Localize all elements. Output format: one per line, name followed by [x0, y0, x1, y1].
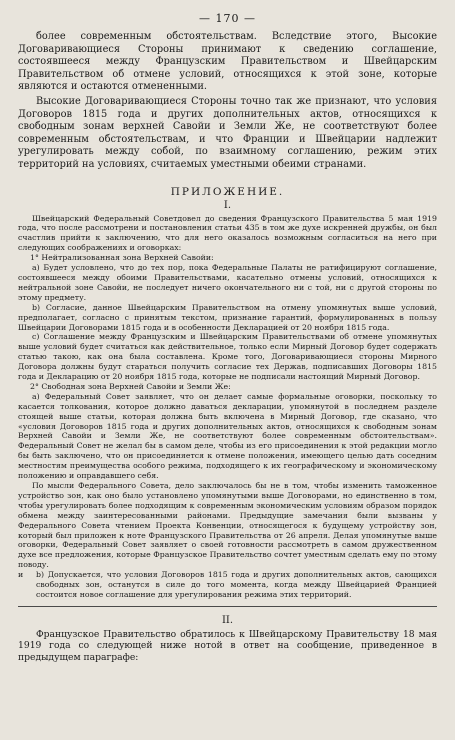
section-paragraph: По мысли Федерального Совета, дело заключалось бы не в том, чтобы изменить таможенное устройство зон, как оно было установлено упомянутыми выше Договорами, но единственно в том, чтобы урегулировать более подходящим к современным экономическим условиям образом порядок обмена между заинтересованными районами. Предыдущие замечания были вызваны у Федерального Совета чтением Проекта Конвенции, относящегося к будущему устройству зон, который был приложен к ноте Французского Правительства от 26 апреля. Делая упомянутые выше оговорки, Федеральный Совет заявляет о своей готовности рассмотреть в самом дружественном духе все предложения, которые Французское Правительство сочтет уместным сделать ему по этому поводу. [18, 481, 437, 570]
section-paragraph: а) Будет условлено, что до тех пор, пока Федеральные Палаты не ратифицируют соглашение, состоявшееся между обоими Правительствами, касательно отмены условий, относящихся к нейтральной зоне Савойи, не последует ничего окончательного ни с той, ни с другой стороны по этому предмету. [18, 263, 437, 302]
section-numeral-2: II. [221, 614, 234, 626]
item-b-text: Допускается, что условия Договоров 1815 года и других дополнительных актов, сающихся свободных зон, останутся в силе до того момента, когда между Швейцарией Францией состоится новое соглашение для урегулирования режима этих территорий. [36, 570, 437, 599]
final-paragraph: Французское Правительство обратилось к Швейцарскому Правительству 18 мая 1919 года со следующей ниже нотой в ответ на сообщение, приведенное в предыдущем параграфе: [18, 628, 437, 664]
appendix-title: ПРИЛОЖЕНИЕ. [170, 185, 285, 198]
item-b-label: b) [36, 570, 45, 580]
item-b-mark: и [18, 570, 24, 580]
section-paragraph: а) Федеральный Совет заявляет, что он делает самые формальные оговорки, поскольку то касается толкования, которое должно даваться декларации, упомянутой в последнем разделе стоящей выше статьи, которая должна быть включена в Мирный Договор, где сказано, что «условия Договоров 1815 года и других дополнительных актов, относящихся к свободным зонам Верхней Савойи и Земли Же, не соответствуют более современным обстоятельствам». Федеральный Совет не желал бы в самом деле, чтобы из его присоединения к этой редакции могло бы быть заключено, что он присоединяется к отмене положения, имеющего целью дать соседним местностям преимущества особого режима, подходящего к их географическому и экономическому положению и оправдавшего себя. [18, 391, 437, 481]
section-1-text [18, 214, 437, 600]
section-paragraph: b) Согласие, данное Швейцарским Правительством на отмену упомянутых выше условий, предполагает, согласно с принятым текстом, признание гарантий, формулированных в пользу Швейцарии Договорами 1815 года и в особенности Декларацией от 20 ноября 1815 года. [18, 302, 437, 332]
section-subheading: 1° Нейтрализованная зона Верхней Савойи: [30, 253, 214, 263]
item-b-paragraph [36, 570, 437, 600]
main-text [18, 31, 437, 172]
section-divider [18, 606, 437, 607]
section-2-text [18, 629, 437, 664]
section-subheading: 2° Свободная зона Верхней Савойи и Земли Же: [30, 381, 231, 391]
main-paragraph: Высокие Договаривающиеся Стороны точно так же признают, что условия Договоров 1815 года и других дополнительных актов, относящихся к свободным зонам верхней Савойи и Земли Же, не соответствуют более современным обстоятельствам, и что Франции и Швейцарии надлежит урегулировать между собой, по взаимному соглашению, режим этих территорий на условиях, считаемых уместными обеими странами. [18, 95, 437, 170]
item-b [18, 570, 437, 600]
page-number: — 170 — [199, 12, 256, 25]
main-paragraph: более современным обстоятельствам. Вследствие этого, Высокие Договаривающиеся Стороны принимают к сведению соглашение, состоявшееся между Французским Правительством и Швейцарским Правительством об отмене условий, относящихся к этой зоне, которые являются и остаются отмененными. [18, 31, 437, 93]
section-paragraph: Швейцарский Федеральный Советдовел до сведения Французского Правительства 5 мая 1919 года, что после рассмотрени и постановления статьи 435 в том же духе искренней дружбы, он был счастлив прийти к заключению, что для него оказалось возможным согласиться на него при следующих соображениях и оговорках: [18, 213, 437, 253]
section-paragraph: с) Соглашение между Французским и Швейцарским Правительствами об отмене упомянутых выше условий будет считаться как действительное, только если Мирный Договор будет содержать статью такою, как она была составлена. Кроме того, Договаривающиеся стороны Мирного Договора должны будут стараться получить согласие тех Держав, подписавших Договоры 1815 года и Декларацию от 20 ноября 1815 года, которые не подписали настоящий Мирный Договор. [18, 332, 437, 382]
section-numeral-1: I. [223, 199, 232, 211]
